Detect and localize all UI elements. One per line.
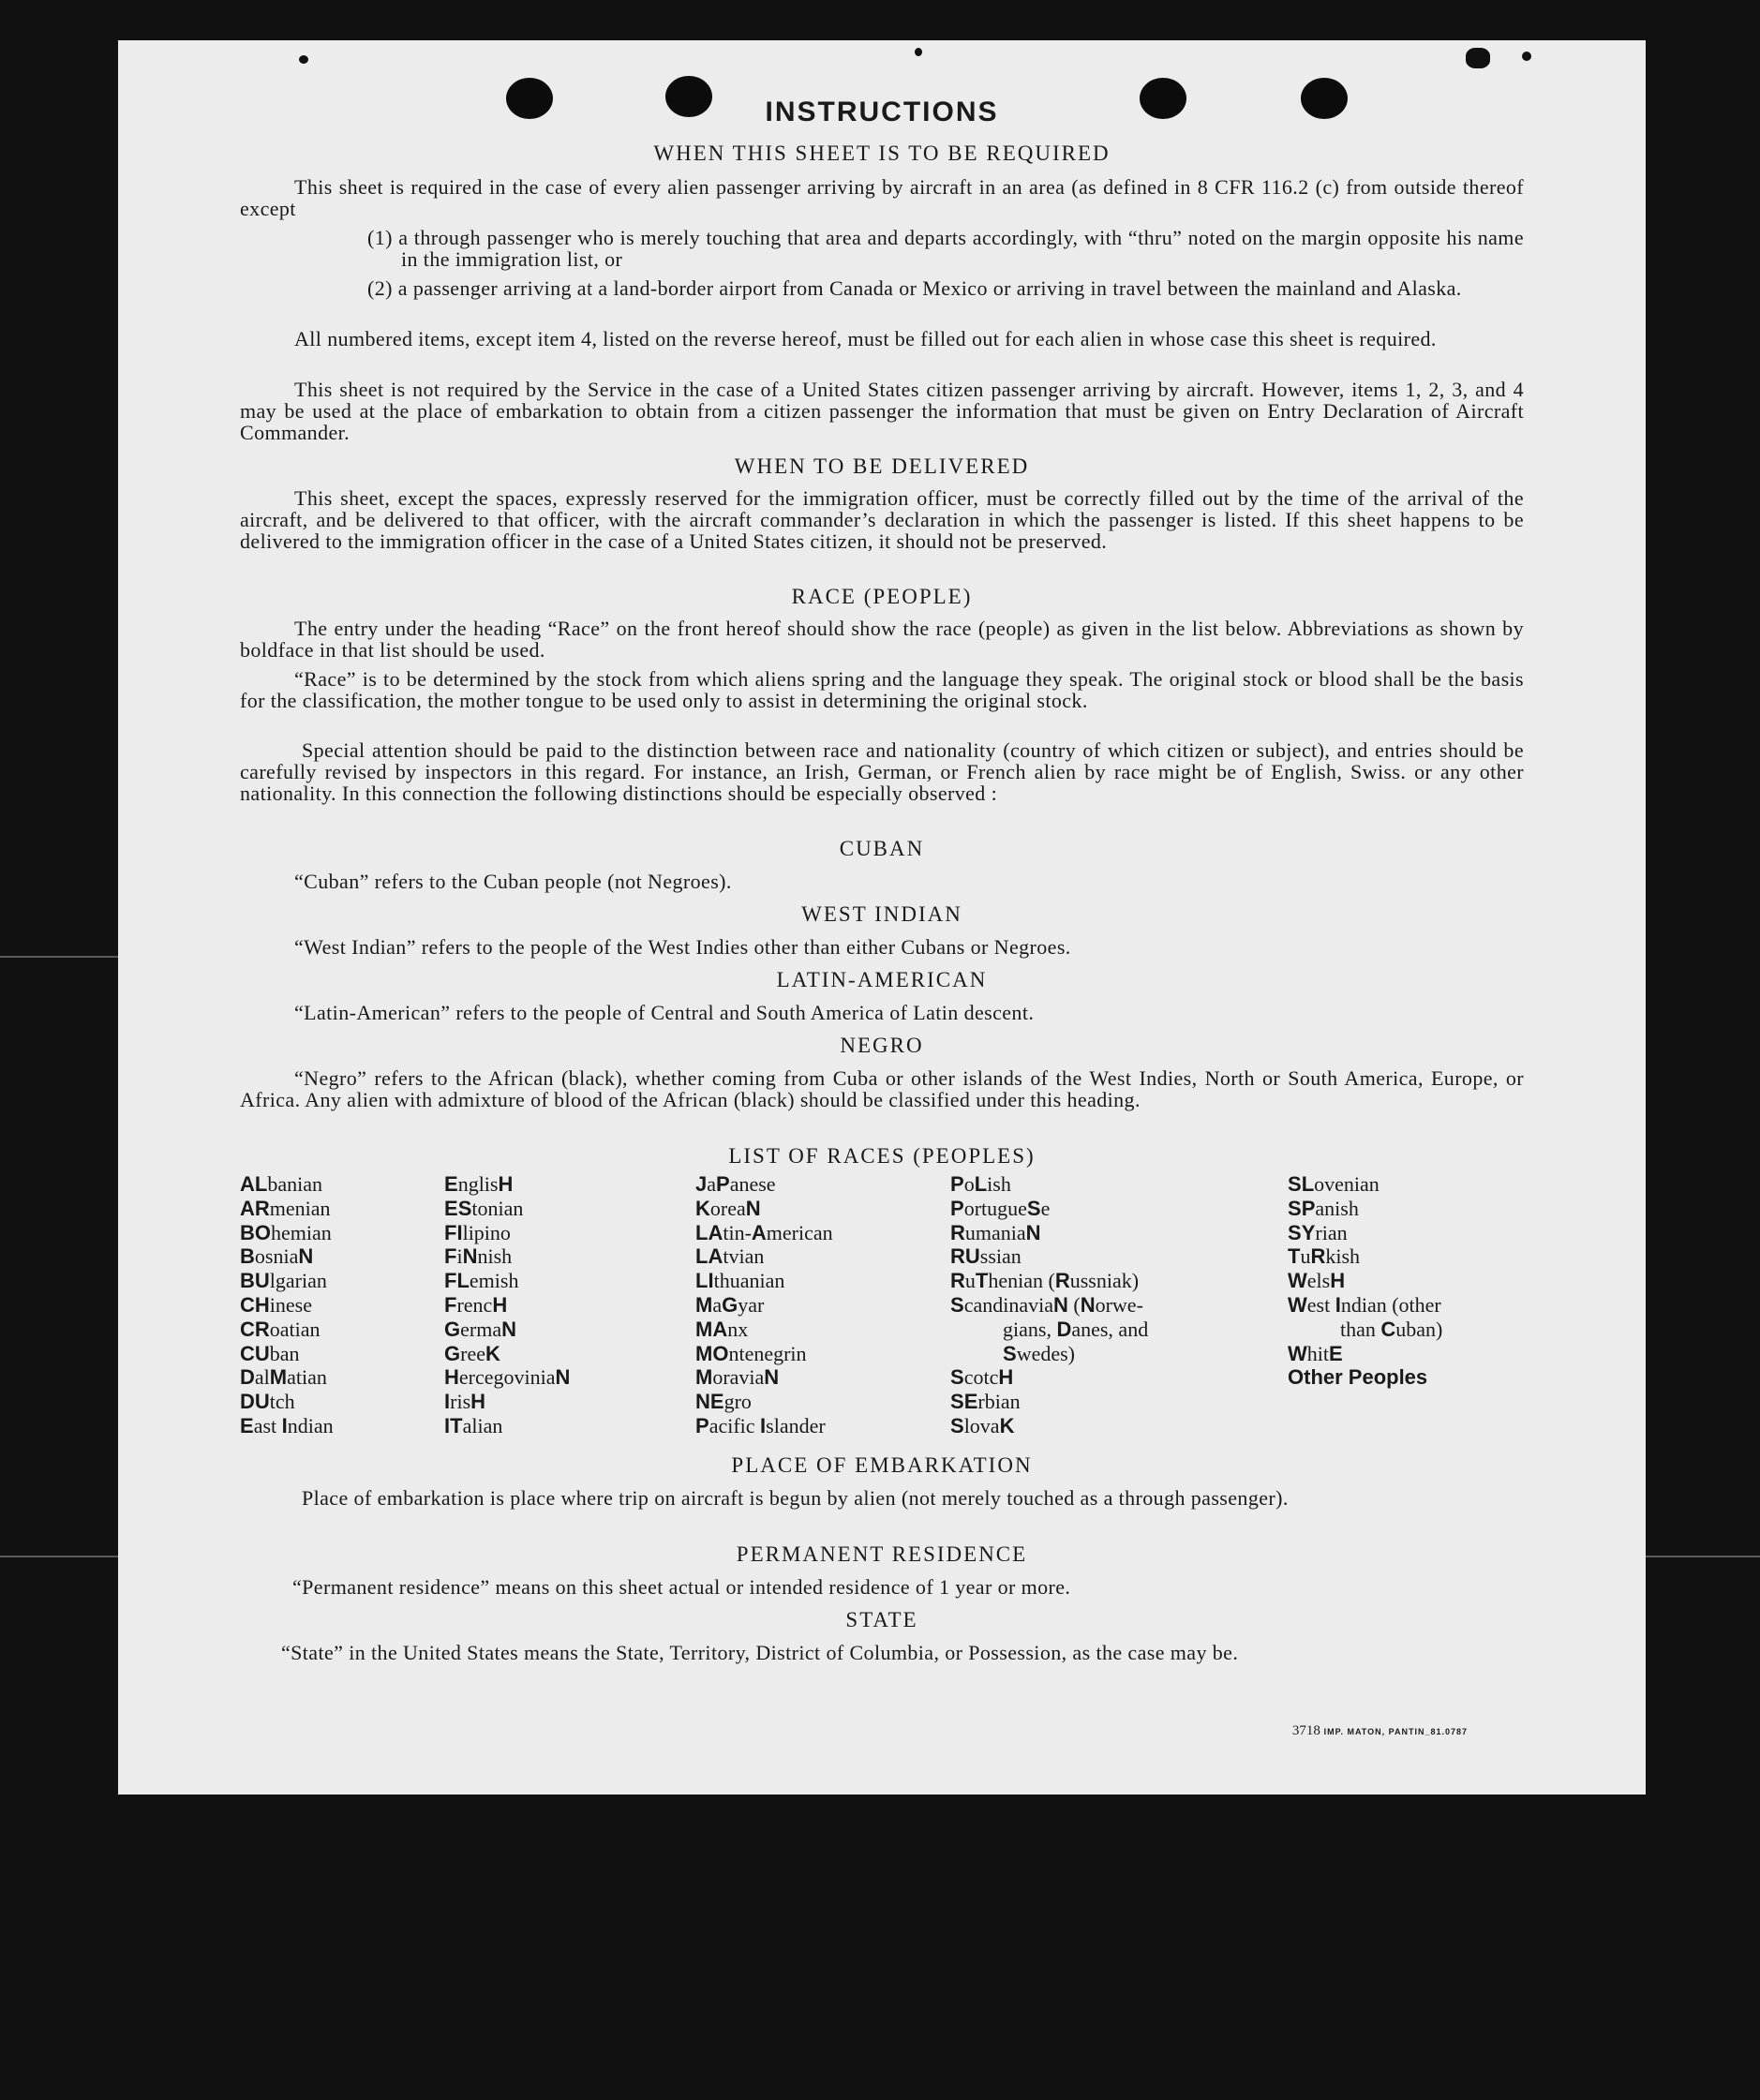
race-entry: DUtch: [240, 1390, 295, 1414]
paragraph: The entry under the heading “Race” on the front hereof should show the race (people) as given in the list below. Abbreviations as shown by boldface in that list should be used.: [240, 617, 1524, 662]
paragraph: “West Indian” refers to the people of the West Indies other than either Cubans or Negroes.: [294, 935, 1071, 959]
race-entry: LAtin-American: [695, 1220, 833, 1244]
paragraph: “Race” is to be determined by the stock from which aliens spring and the language they speak. The original stock or blood shall be the basis for the classification, the mother tongue to be used only to assist in determining the original stock.: [240, 667, 1524, 712]
paragraph: Special attention should be paid to the distinction between race and nationality (country of which citizen or subject), and entries should be carefully revised by inspectors in this regard. For instance, an Irish, German, or French alien by race might be of English, Swiss. or any other nationality. In this connection the following distinctions should be especially observed :: [240, 738, 1524, 805]
race-entry: MOntenegrin: [695, 1341, 807, 1365]
race-entry: West Indian (other: [1288, 1292, 1441, 1317]
document-page: [118, 40, 1646, 1795]
race-entry: MaGyar: [695, 1292, 765, 1317]
race-entry: FiNnish: [444, 1244, 513, 1269]
list-item: (2) a passenger arriving at a land-border airport from Canada or Mexico or arriving in travel between the mainland and Alaska.: [367, 276, 1462, 300]
race-entry: WelsH: [1288, 1269, 1346, 1293]
race-entry: SLovenian: [1288, 1172, 1380, 1196]
paragraph: “State” in the United States means the State, Territory, District of Columbia, or Possession, as the case may be.: [281, 1641, 1239, 1664]
race-entry: GreeK: [444, 1341, 500, 1365]
printer-footer: [1292, 1723, 1468, 1739]
race-entry: SlovaK: [950, 1413, 1015, 1437]
paragraph: Place of embarkation is place where trip on aircraft is begun by alien (not merely touched as a through passenger).: [302, 1486, 1289, 1510]
paragraph: This sheet is required in the case of every alien passenger arriving by aircraft in an area (as defined in 8 CFR 116.2 (c) from outside thereof except: [240, 175, 1524, 220]
race-entry: ARmenian: [240, 1196, 331, 1220]
scan-line: [0, 1556, 118, 1557]
race-list-column-3: [695, 1172, 833, 1438]
race-entry: Other Peoples: [1288, 1365, 1428, 1390]
paragraph: This sheet is not required by the Service in the case of a United States citizen passenger arriving by aircraft. However, items 1, 2, 3, and 4 may be used at the place of embarkation to obtain from a citizen passenger the information that must be given on Entry Declaration of Aircraft Commander.: [240, 378, 1524, 444]
section-heading: WHEN THIS SHEET IS TO BE REQUIRED: [653, 141, 1111, 165]
scan-line: [1646, 1556, 1760, 1557]
race-entry: LIthuanian: [695, 1269, 785, 1293]
race-entry: MAnx: [695, 1317, 749, 1341]
race-entry: LAtvian: [695, 1244, 765, 1269]
section-heading: WHEN TO BE DELIVERED: [734, 454, 1030, 478]
race-entry: BosniaN: [240, 1244, 314, 1269]
section-heading: WEST INDIAN: [801, 902, 962, 926]
section-heading: LATIN-AMERICAN: [776, 968, 988, 991]
race-list-column-5: [1288, 1172, 1442, 1390]
race-entry: ALbanian: [240, 1172, 322, 1196]
race-entry: KoreaN: [695, 1196, 761, 1220]
race-entry: WhitE: [1288, 1341, 1343, 1365]
race-entry: than Cuban): [1340, 1317, 1443, 1341]
section-heading: PLACE OF EMBARKATION: [731, 1453, 1033, 1477]
race-entry: IrisH: [444, 1390, 486, 1414]
race-entry: DalMatian: [240, 1365, 327, 1390]
list-item: (1) a through passenger who is merely touching that area and departs accordingly, with “thru” noted on the margin opposite his name in the immigration list, or: [367, 226, 1524, 271]
paragraph: “Negro” refers to the African (black), whether coming from Cuba or other islands of the West Indies, North or South America, Europe, or Africa. Any alien with admixture of blood of the African (black) should be classified under this heading.: [240, 1066, 1524, 1111]
printer-mark: IMP. MATON, PANTIN_81.0787: [1323, 1727, 1468, 1736]
race-entry: Pacific Islander: [695, 1413, 826, 1437]
race-entry: CRoatian: [240, 1317, 321, 1341]
form-number: 3718: [1291, 1723, 1320, 1738]
race-entry: SPanish: [1288, 1196, 1359, 1220]
race-entry: FrencH: [444, 1292, 508, 1317]
paragraph: All numbered items, except item 4, listed on the reverse hereof, must be filled out for each alien in whose case this sheet is required.: [294, 327, 1437, 350]
paragraph: “Latin-American” refers to the people of Central and South America of Latin descent.: [294, 1001, 1035, 1024]
race-list-column-2: [444, 1172, 570, 1438]
race-entry: HercegoviniaN: [444, 1365, 571, 1390]
page-title: INSTRUCTIONS: [765, 97, 999, 127]
race-entry: FLemish: [444, 1269, 519, 1293]
race-entry: SErbian: [950, 1390, 1021, 1414]
section-heading: NEGRO: [840, 1034, 924, 1057]
race-entry: ITalian: [444, 1413, 503, 1437]
race-entry: EStonian: [444, 1196, 524, 1220]
race-entry: BUlgarian: [240, 1269, 327, 1293]
race-entry: NEgro: [695, 1390, 752, 1414]
race-entry: CUban: [240, 1341, 300, 1365]
race-entry: RUssian: [950, 1244, 1022, 1269]
section-heading: RACE (PEOPLE): [791, 585, 973, 608]
race-entry: RuThenian (Russniak): [950, 1269, 1140, 1293]
race-list-column-4: [950, 1172, 1148, 1438]
race-entry: SYrian: [1288, 1220, 1348, 1244]
race-entry: East Indian: [240, 1413, 334, 1437]
race-entry: ScotcH: [950, 1365, 1014, 1390]
race-entry: PoLish: [950, 1172, 1011, 1196]
race-entry: BOhemian: [240, 1220, 332, 1244]
race-entry: ScandinaviaN (Norwe-: [950, 1292, 1143, 1317]
race-entry: GermaN: [444, 1317, 516, 1341]
paragraph: This sheet, except the spaces, expressly reserved for the immigration officer, must be correctly filled out by the time of the arrival of the aircraft, and be delivered to that officer, with the aircraft commander’s declaration in which the passenger is listed. If this sheet happens to be delivered to the immigration officer in the case of a United States citizen, it should not be preserved.: [240, 486, 1524, 553]
race-entry: Swedes): [1003, 1341, 1075, 1365]
race-entry: PortugueSe: [950, 1196, 1051, 1220]
paragraph: “Permanent residence” means on this sheet actual or intended residence of 1 year or more.: [292, 1575, 1071, 1599]
race-entry: gians, Danes, and: [1003, 1317, 1149, 1341]
race-entry: EnglisH: [444, 1172, 514, 1196]
scan-line: [0, 956, 118, 958]
race-entry: TuRkish: [1288, 1244, 1361, 1269]
section-heading: LIST OF RACES (PEOPLES): [728, 1144, 1036, 1168]
race-list-column-1: [240, 1172, 334, 1438]
race-entry: RumaniaN: [950, 1220, 1041, 1244]
race-entry: FIlipino: [444, 1220, 511, 1244]
race-entry: JaPanese: [695, 1172, 776, 1196]
paragraph: “Cuban” refers to the Cuban people (not Negroes).: [294, 870, 732, 893]
section-heading: STATE: [845, 1608, 918, 1631]
race-entry: MoraviaN: [695, 1365, 780, 1390]
section-heading: PERMANENT RESIDENCE: [736, 1542, 1028, 1566]
race-entry: CHinese: [240, 1292, 312, 1317]
section-heading: CUBAN: [839, 837, 925, 860]
